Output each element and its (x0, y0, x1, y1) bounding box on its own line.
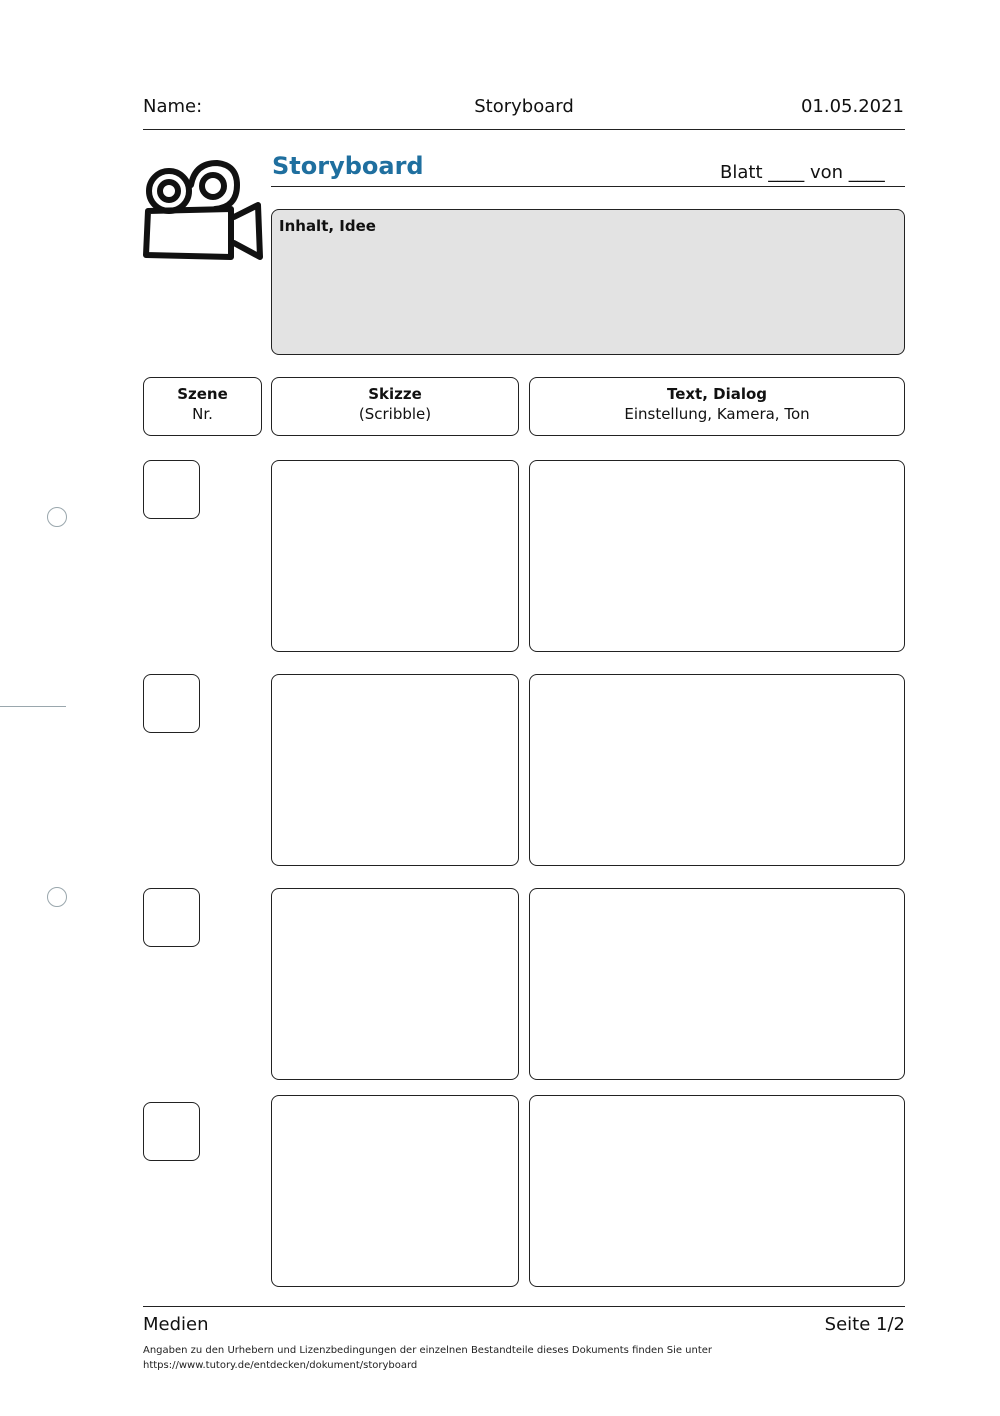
idea-box[interactable] (271, 209, 905, 355)
dialog-box[interactable] (529, 460, 905, 652)
dialog-box[interactable] (529, 1095, 905, 1287)
dialog-box[interactable] (529, 888, 905, 1080)
scene-number-box[interactable] (143, 888, 200, 947)
fold-mark (0, 706, 66, 707)
license-url[interactable]: https://www.tutory.de/entdecken/dokument/storyboard (143, 1360, 418, 1371)
header-rule (143, 129, 905, 130)
column-header-sketch (271, 377, 519, 436)
footer-rule (143, 1306, 905, 1307)
sheet-title: Storyboard (272, 152, 424, 180)
header-date: 01.05.2021 (800, 96, 904, 117)
column-subtitle: Nr. (192, 405, 213, 423)
scene-number-box[interactable] (143, 674, 200, 733)
column-header-text (529, 377, 905, 436)
blatt-counter: Blatt ____ von ____ (720, 162, 885, 183)
column-header-scene (143, 377, 262, 436)
license-notice: Angaben zu den Urhebern und Lizenzbedingungen der einzelnen Bestandteile dieses Dokuments finden Sie unter (143, 1345, 713, 1356)
film-camera-icon (141, 155, 266, 265)
punch-hole-top (47, 507, 67, 527)
sketch-box[interactable] (271, 1095, 519, 1287)
dialog-box[interactable] (529, 674, 905, 866)
sketch-box[interactable] (271, 674, 519, 866)
column-title: Text, Dialog (666, 385, 768, 403)
column-title: Szene (177, 385, 228, 403)
sketch-box[interactable] (271, 460, 519, 652)
column-subtitle: Einstellung, Kamera, Ton (624, 405, 810, 423)
punch-hole-bottom (47, 887, 67, 907)
column-subtitle: (Scribble) (358, 405, 432, 423)
scene-number-box[interactable] (143, 460, 200, 519)
idea-label: Inhalt, Idee (279, 217, 376, 235)
header-title: Storyboard (474, 96, 574, 117)
name-label: Name: (143, 96, 203, 117)
title-rule (271, 186, 905, 187)
sketch-box[interactable] (271, 888, 519, 1080)
column-title: Skizze (368, 385, 422, 403)
scene-number-box[interactable] (143, 1102, 200, 1161)
footer-page-number: Seite 1/2 (824, 1314, 905, 1335)
footer-subject: Medien (143, 1314, 209, 1335)
